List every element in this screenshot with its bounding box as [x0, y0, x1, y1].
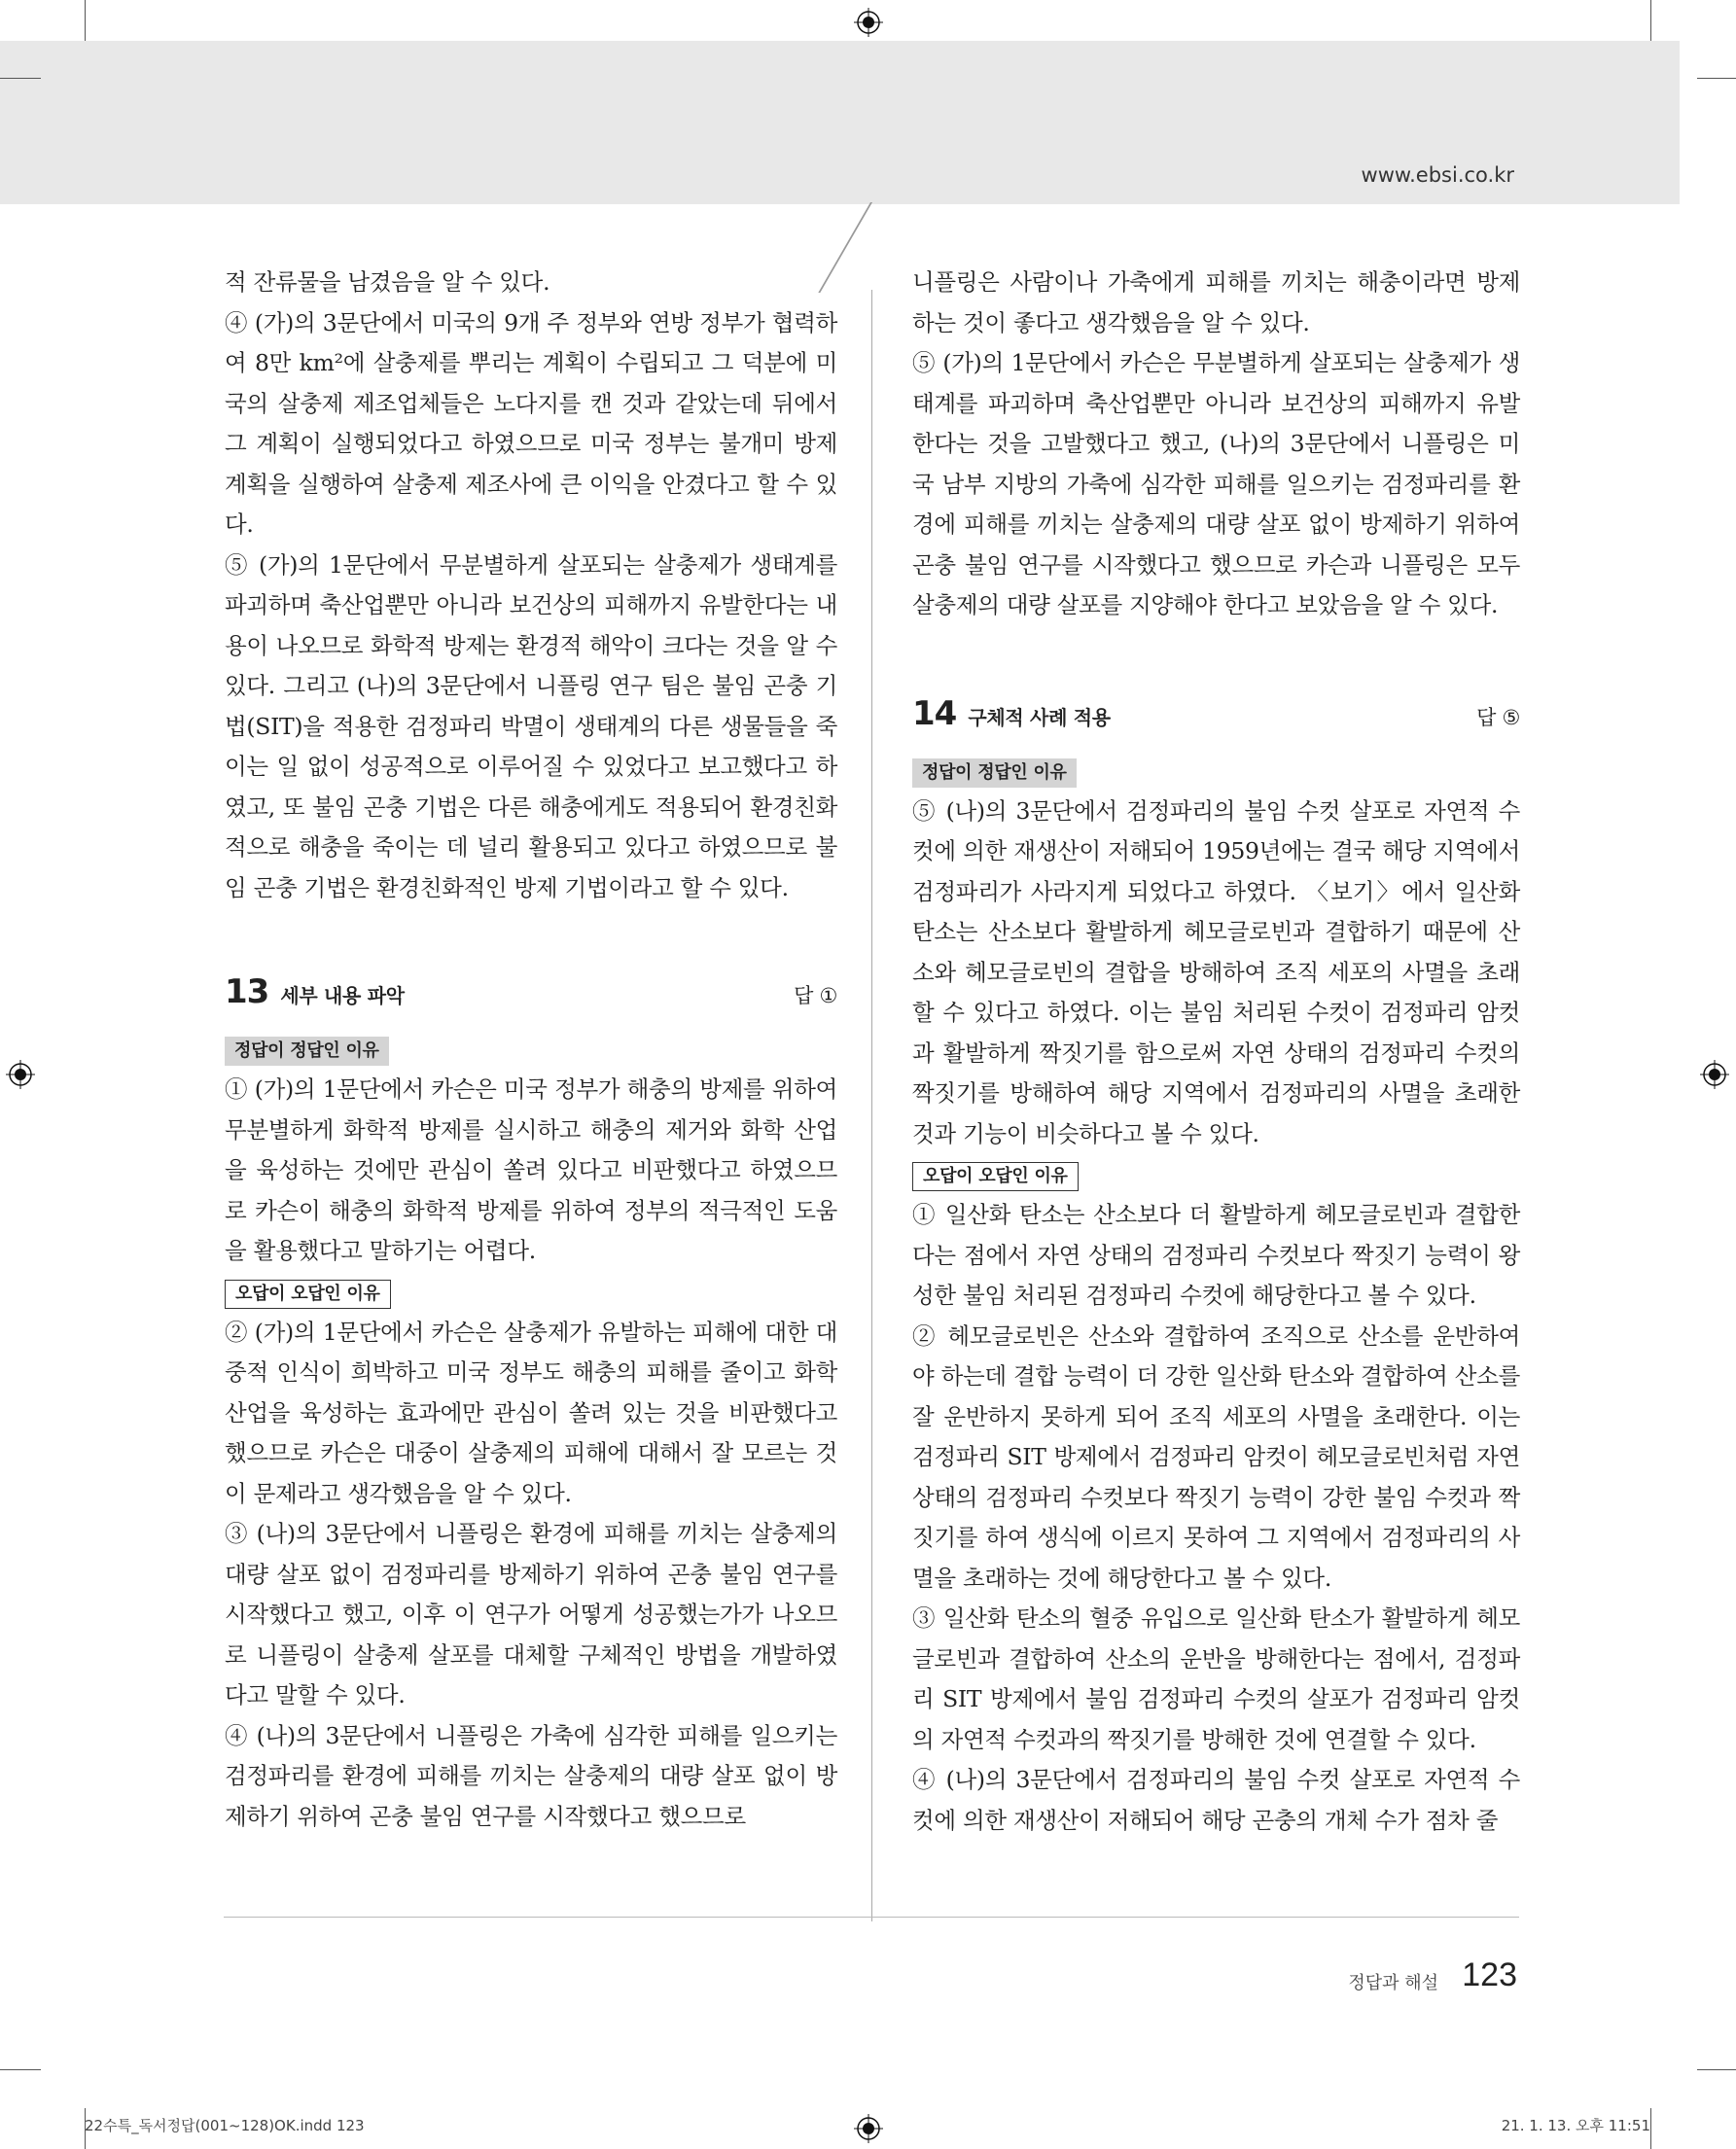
crop-mark	[1697, 78, 1736, 79]
paragraph: 니플링은 사람이나 가축에게 피해를 끼치는 해충이라면 방제하는 것이 좋다고 생각했음을 알 수 있다.	[912, 268, 1520, 336]
paragraph: ③ (나)의 3문단에서 니플링은 환경에 피해를 끼치는 살충제의 대량 살포 없이 검정파리를 방제하기 위하여 곤충 불임 연구를 시작했다고 했고, 이후 이 연구가 어떻게 성공했는가가 나오므로 니플링이 살충제 살포를 대체할 구체적인 방법을 개발하였다고 말할 수 있다.	[225, 1520, 837, 1709]
registration-mark-icon	[854, 2114, 883, 2143]
paragraph: ③ 일산화 탄소의 혈중 유입으로 일산화 탄소가 활발하게 헤모글로빈과 결합하여 산소의 운반을 방해한다는 점에서, 검정파리 SIT 방제에서 불임 검정파리 수컷의 살포가 검정파리 암컷의 자연적 수컷과의 짝짓기를 방해한 것에 연결할 수 있다.	[912, 1604, 1520, 1753]
question-13-header	[225, 972, 837, 1029]
registration-mark-icon	[854, 8, 883, 37]
paragraph: ④ (나)의 3문단에서 니플링은 가축에 심각한 피해를 일으키는 검정파리를 환경에 피해를 끼치는 살충제의 대량 살포 없이 방제하기 위하여 곤충 불임 연구를 시작했다고 했으므로	[225, 1721, 837, 1830]
question-answer: 답 ⑤	[1476, 705, 1520, 729]
paragraph: ④ (가)의 3문단에서 미국의 9개 주 정부와 연방 정부가 협력하여 8만 km²에 살충제를 뿌리는 계획이 수립되고 그 덕분에 미국의 살충제 제조업체들은 노다지를 캔 것과 같았는데 뒤에서 그 계획이 실행되었다고 하였으므로 미국 정부는 불개미 방제 계획을 실행하여 살충제 제조사에 큰 이익을 안겼다고 할 수 있다.	[225, 308, 837, 538]
paragraph: ⑤ (나)의 3문단에서 검정파리의 불임 수컷 살포로 자연적 수컷에 의한 재생산이 저해되어 1959년에는 결국 해당 지역에서 검정파리가 사라지게 되었다고 하였다. 〈보기〉에서 일산화 탄소는 산소보다 활발하게 헤모글로빈과 결합하기 때문에 산소와 헤모글로빈의 결합을 방해하여 조직 세포의 사멸을 초래할 수 있다고 하였다. 이는 불임 처리된 수컷이 검정파리 암컷과 활발하게 짝짓기를 함으로써 자연 상태의 검정파리 수컷의 짝짓기를 방해하여 해당 지역에서 검정파리의 사멸을 초래한 것과 기능이 비슷하다고 볼 수 있다.	[912, 796, 1520, 1147]
crop-mark	[1650, 0, 1651, 41]
section-gap	[912, 626, 1520, 694]
bottom-rule	[224, 1917, 1519, 1918]
question-number: 14	[912, 693, 957, 733]
header-band-edge	[1680, 41, 1736, 204]
section-gap	[225, 908, 837, 972]
question-number: 13	[225, 972, 269, 1011]
registration-mark-icon	[1700, 1060, 1729, 1089]
print-slug-file: 22수특_독서정답(001~128)OK.indd 123	[85, 2117, 365, 2134]
question-answer: 답 ①	[794, 984, 837, 1007]
right-column	[912, 263, 1520, 1841]
crop-mark	[1697, 2069, 1736, 2070]
question-title: 구체적 사례 적용	[968, 705, 1111, 729]
paragraph: ① 일산화 탄소는 산소보다 더 활발하게 헤모글로빈과 결합한다는 점에서 자연 상태의 검정파리 수컷보다 짝짓기 능력이 왕성한 불임 처리된 검정파리 수컷에 해당한다고 볼 수 있다.	[912, 1201, 1520, 1309]
wrong-reason-label: 오답이 오답인 이유	[225, 1280, 391, 1309]
paragraph: ① (가)의 1문단에서 카슨은 미국 정부가 해충의 방제를 위하여 무분별하게 화학적 방제를 실시하고 해충의 제거와 화학 산업을 육성하는 것에만 관심이 쏠려 있다고 비판했다고 하였으므로 카슨이 해충의 화학적 방제를 위하여 정부의 적극적인 도움을 활용했다고 말하기는 어렵다.	[225, 1075, 837, 1264]
paragraph: ② 헤모글로빈은 산소와 결합하여 조직으로 산소를 운반하여야 하는데 결합 능력이 더 강한 일산화 탄소와 결합하여 산소를 잘 운반하지 못하게 되어 조직 세포의 사멸을 초래한다. 이는 검정파리 SIT 방제에서 검정파리 암컷이 헤모글로빈처럼 자연 상태의 검정파리 수컷보다 짝짓기 능력이 강한 불임 수컷과 짝짓기를 하여 생식에 이르지 못하여 그 지역에서 검정파리의 사멸을 초래하는 것에 해당한다고 볼 수 있다.	[912, 1321, 1520, 1592]
left-column	[225, 263, 837, 1837]
question-title: 세부 내용 파악	[280, 984, 405, 1007]
footer-section-title: 정답과 해설	[1348, 1973, 1438, 1993]
crop-mark	[1650, 2108, 1651, 2149]
registration-mark-icon	[6, 1060, 35, 1089]
print-slug-date: 21. 1. 13. 오후 11:51	[1501, 2117, 1650, 2134]
correct-reason-label: 정답이 정답인 이유	[225, 1037, 389, 1066]
question-14-header	[912, 694, 1520, 751]
paragraph: ⑤ (가)의 1문단에서 무분별하게 살포되는 살충제가 생태계를 파괴하며 축산업뿐만 아니라 보건상의 피해까지 유발한다는 내용이 나오므로 화학적 방제는 환경적 해악이 크다는 것을 알 수 있다. 그리고 (나)의 3문단에서 니플링 연구 팀은 불임 곤충 기법(SIT)을 적용한 검정파리 박멸이 생태계의 다른 생물들을 죽이는 일 없이 성공적으로 이루어질 수 있었다고 보고했다고 하였고, 또 불임 곤충 기법은 다른 해충에게도 적용되어 환경친화적으로 해충을 죽이는 데 널리 활용되고 있다고 하였으므로 불임 곤충 기법은 환경친화적인 방제 기법이라고 할 수 있다.	[225, 550, 837, 901]
paragraph: ② (가)의 1문단에서 카슨은 살충제가 유발하는 피해에 대한 대중적 인식이 희박하고 미국 정부도 해충의 피해를 줄이고 화학 산업을 육성하는 효과에만 관심이 쏠려 있는 것을 비판했다고 했으므로 카슨은 대중이 살충제의 피해에 대해서 잘 모르는 것이 문제라고 생각했음을 알 수 있다.	[225, 1318, 837, 1507]
paragraph: ⑤ (가)의 1문단에서 카슨은 무분별하게 살포되는 살충제가 생태계를 파괴하며 축산업뿐만 아니라 보건상의 피해까지 유발한다는 것을 고발했다고 했고, (나)의 3문단에서 니플링은 미국 남부 지방의 가축에 심각한 피해를 일으키는 검정파리를 환경에 피해를 끼치는 살충제의 대량 살포 없이 방제하기 위하여 곤충 불임 연구를 시작했다고 했으므로 카슨과 니플링은 모두 살충제의 대량 살포를 지양해야 한다고 보았음을 알 수 있다.	[912, 349, 1520, 618]
paragraph: ④ (나)의 3문단에서 검정파리의 불임 수컷 살포로 자연적 수컷에 의한 재생산이 저해되어 해당 곤충의 개체 수가 점차 줄	[912, 1766, 1520, 1834]
site-url[interactable]: www.ebsi.co.kr	[1361, 163, 1514, 187]
crop-mark	[0, 2069, 41, 2070]
crop-mark	[0, 78, 41, 79]
correct-reason-label: 정답이 정답인 이유	[912, 758, 1077, 788]
wrong-reason-label: 오답이 오답인 이유	[912, 1162, 1079, 1191]
page-number: 123	[1462, 1956, 1517, 1993]
crop-mark	[85, 0, 86, 41]
column-divider	[871, 290, 872, 1921]
paragraph: 적 잔류물을 남겼음을 알 수 있다.	[225, 268, 550, 296]
